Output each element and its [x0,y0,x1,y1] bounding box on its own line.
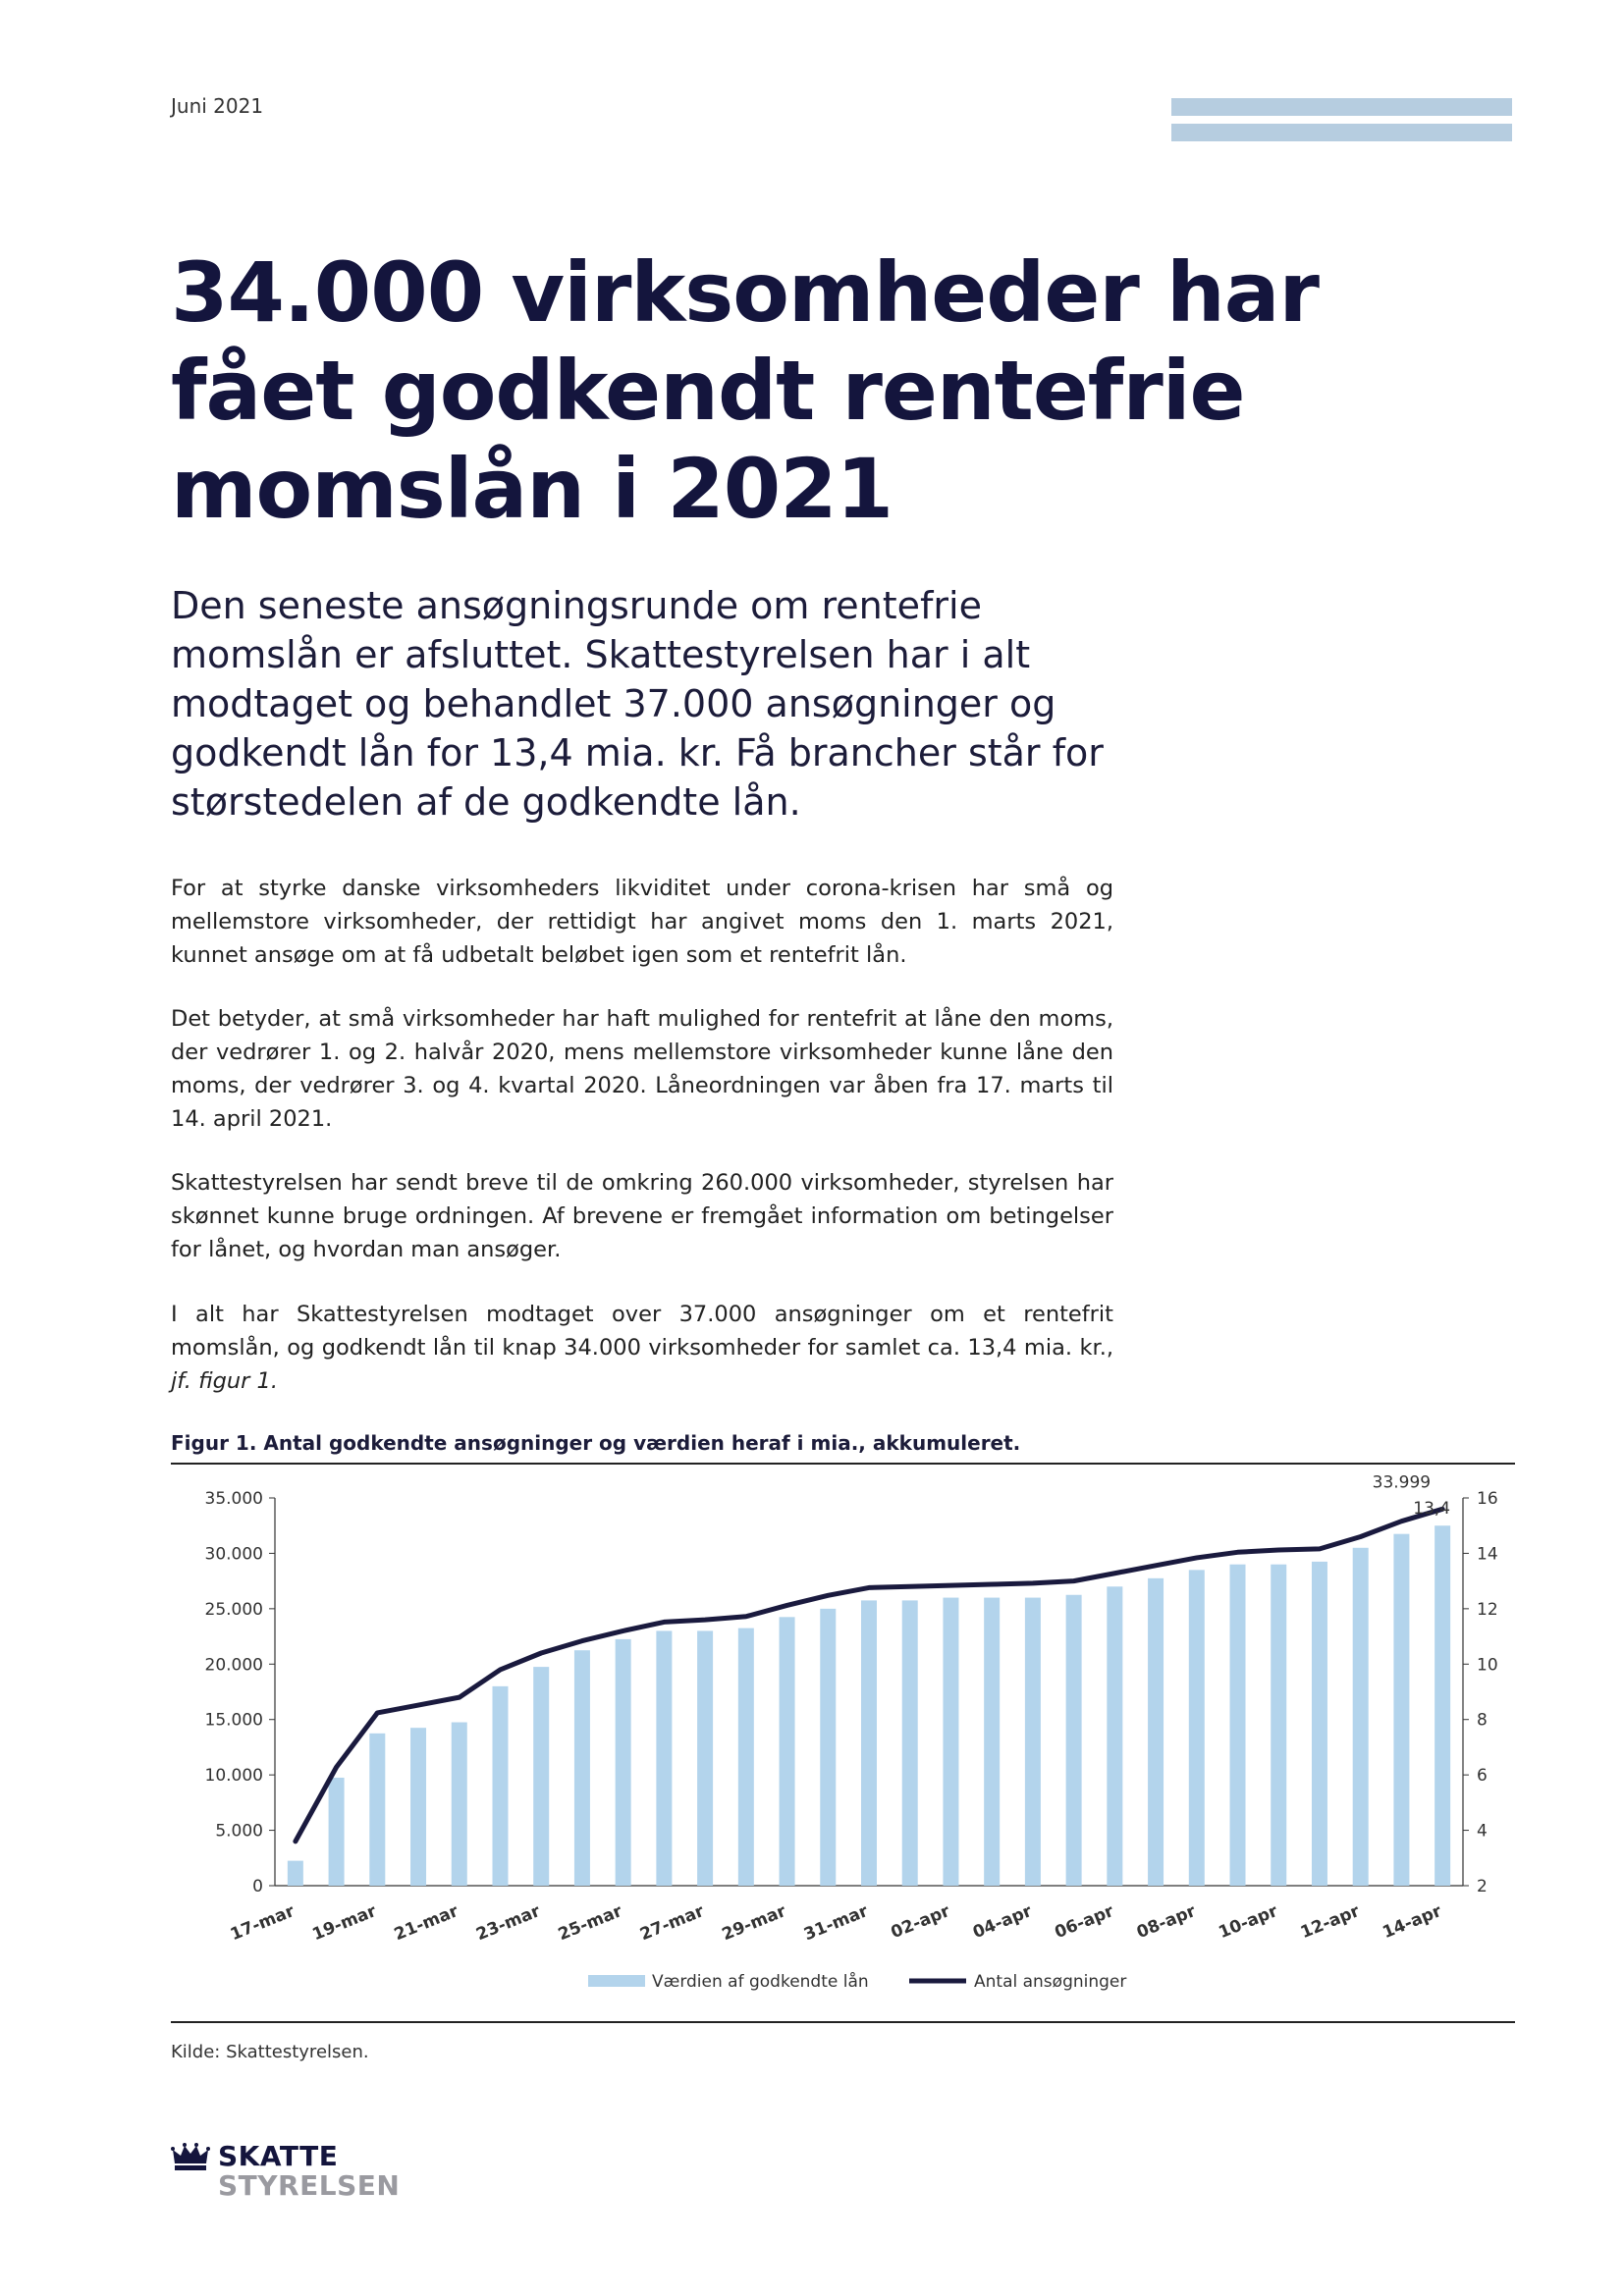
lead-paragraph: Den seneste ansøgningsrunde om rentefrie momslån er afsluttet. Skattestyrelsen har i alt modtaget og behandlet 37.000 ansøgninger og godkendt lån for 13,4 mia. kr. Få brancher står for størstedelen af de godkendte lån. [171,584,1104,824]
left-axis-tick-label: 10.000 [204,1766,263,1787]
left-axis-tick-label: 35.000 [204,1489,263,1509]
logo-text-line1: SKATTE [218,2140,339,2172]
source-note: Kilde: Skattestyrelsen. [171,2042,369,2062]
left-axis-tick-label: 20.000 [204,1655,263,1676]
paragraph-text: I alt har Skattestyrelsen modtaget over 37.000 ansøgninger om et rentefrit momslån, og godkendt lån til knap 34.000 virksomheder for samlet ca. 13,4 mia. kr., [171,1302,1113,1361]
bar [288,1861,303,1886]
bar [533,1667,549,1886]
body-paragraph: Skattestyrelsen har sendt breve til de omkring 260.000 virksomheder, styrelsen har skønnet kunne bruge ordningen. Af brevene er fremgået information om betingelser for lånet, og hvordan man ansøger. [171,1170,1113,1262]
body-paragraph [171,1298,1113,1398]
bar [369,1734,385,1886]
x-tick-label: 10-apr [1216,1901,1281,1944]
bar [820,1609,836,1886]
right-axis-tick-label: 16 [1477,1489,1498,1509]
left-axis-tick-label: 30.000 [204,1544,263,1565]
bar [943,1598,958,1886]
right-axis-tick-label: 12 [1477,1599,1498,1620]
x-tick-label: 23-mar [473,1901,544,1946]
header-decoration-bar-top [1171,98,1512,116]
bar [492,1686,508,1886]
line-end-data-label: 33.999 [1372,1472,1432,1493]
bar [1025,1598,1041,1886]
bar [574,1650,590,1886]
date-label: Juni 2021 [171,94,264,118]
bar [1189,1570,1205,1886]
legend-line-label: Antal ansøgninger [974,1972,1127,1992]
right-axis-tick-label: 10 [1477,1655,1498,1676]
bar [738,1629,754,1886]
bar [1435,1525,1450,1886]
bar [1107,1586,1122,1886]
combo-chart [171,1468,1515,2018]
bar [616,1639,631,1886]
figure-bottom-rule [171,2021,1515,2023]
bar [329,1778,345,1886]
x-tick-label: 27-mar [637,1901,707,1946]
x-tick-label: 14-apr [1380,1901,1445,1944]
right-axis-tick-label: 14 [1477,1544,1498,1565]
bar [1353,1548,1369,1886]
bar [1393,1534,1409,1886]
left-axis-tick-label: 5.000 [215,1821,263,1842]
figure-top-rule [171,1463,1515,1465]
x-tick-label: 08-apr [1133,1901,1199,1944]
x-tick-label: 02-apr [888,1901,953,1944]
left-axis-tick-label: 25.000 [204,1599,263,1620]
bar-end-data-label: 13,4 [1413,1499,1451,1520]
right-axis-tick-label: 8 [1477,1710,1488,1731]
figure-reference: jf. figur 1. [171,1368,279,1394]
left-axis-tick-label: 0 [252,1877,263,1896]
bar [780,1617,795,1886]
x-tick-label: 21-mar [391,1901,461,1946]
x-tick-label: 25-mar [555,1901,625,1946]
x-tick-label: 17-mar [227,1901,298,1946]
bar [984,1598,1000,1886]
right-axis-tick-label: 6 [1477,1766,1488,1787]
page-title: 34.000 virksomheder har fået godkendt rentefrie momslån i 2021 [171,244,1319,537]
bar [1312,1562,1327,1886]
body-paragraph: For at styrke danske virksomheders likviditet under corona-krisen har små og mellemstore virksomheder, der rettidigt har angivet moms den 1. marts 2021, kunnet ansøge om at få udbetalt beløbet igen som et rentefrit lån. [171,876,1113,968]
bar [1271,1565,1286,1886]
left-axis-tick-label: 15.000 [204,1710,263,1731]
bar [861,1600,877,1886]
header-decoration-bar-bottom [1171,124,1512,141]
right-axis-tick-label: 2 [1477,1877,1488,1896]
x-tick-label: 31-mar [801,1901,871,1946]
x-tick-label: 29-mar [719,1901,789,1946]
legend-bar-label: Værdien af godkendte lån [652,1972,869,1992]
bar [410,1728,426,1886]
logo-text-line2: STYRELSEN [218,2169,401,2202]
x-tick-label: 19-mar [309,1901,380,1946]
figure-caption: Figur 1. Antal godkendte ansøgninger og værdien heraf i mia., akkumuleret. [171,1431,1021,1455]
x-tick-label: 12-apr [1297,1901,1363,1944]
bar [1230,1565,1246,1886]
x-tick-label: 04-apr [970,1901,1035,1944]
bar [1066,1595,1082,1886]
legend-bar-swatch [588,1975,645,1987]
right-axis-tick-label: 4 [1477,1821,1488,1842]
bar [1148,1578,1164,1886]
bar [452,1723,467,1886]
bar [656,1630,672,1886]
bar [902,1600,918,1886]
bar [697,1630,713,1886]
body-paragraph: Det betyder, at små virksomheder har haft mulighed for rentefrit at låne den moms, der vedrører 1. og 2. halvår 2020, mens mellemstore virksomheder kunne låne den moms, der vedrører 3. og 4. kvartal 2020. Låneordningen var åben fra 17. marts til 14. april 2021. [171,1006,1113,1132]
x-tick-label: 06-apr [1052,1901,1117,1944]
crown-icon [171,2142,210,2171]
